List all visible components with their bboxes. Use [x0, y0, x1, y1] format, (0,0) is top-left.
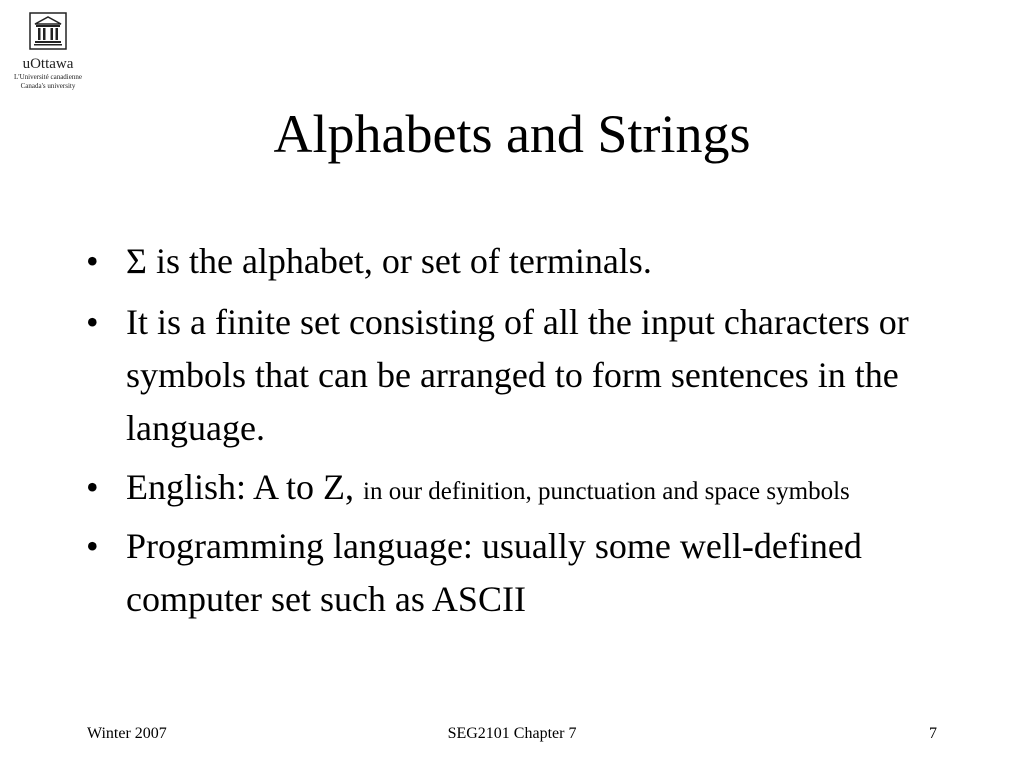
- footer-date: Winter 2007: [87, 725, 167, 742]
- bullet-marker: •: [86, 302, 99, 342]
- bullet-item-alphabet: [84, 235, 944, 288]
- logo-tagline-french: L'Université canadienne: [14, 73, 82, 81]
- bullet-text-note: in our definition, punctuation and space symbols: [363, 478, 850, 505]
- bullet-text-main: English: A to Z,: [126, 467, 355, 507]
- bullet-text: Σ is the alphabet, or set of terminals.: [126, 241, 652, 281]
- bullet-item-english: [84, 463, 944, 512]
- bullet-marker: •: [86, 526, 99, 566]
- logo-name: uOttawa: [22, 56, 74, 72]
- bullet-text: It is a finite set consisting of all the input characters or symbols that can be arranged to form sentences in the language.: [126, 302, 909, 448]
- building-icon: [29, 12, 67, 50]
- footer-course: SEG2101 Chapter 7: [447, 725, 577, 742]
- bullet-marker: •: [86, 241, 99, 281]
- logo-tagline-english: Canada's university: [20, 82, 76, 90]
- bullet-list: [84, 235, 944, 634]
- bullet-marker: •: [86, 467, 99, 507]
- university-logo: [8, 12, 88, 91]
- bullet-item-finite-set: [84, 296, 944, 455]
- bullet-text: Programming language: usually some well-defined computer set such as ASCII: [126, 526, 862, 619]
- bullet-item-programming-language: [84, 520, 944, 626]
- slide-title: Alphabets and Strings: [273, 104, 751, 164]
- footer-page-number: 7: [929, 725, 937, 742]
